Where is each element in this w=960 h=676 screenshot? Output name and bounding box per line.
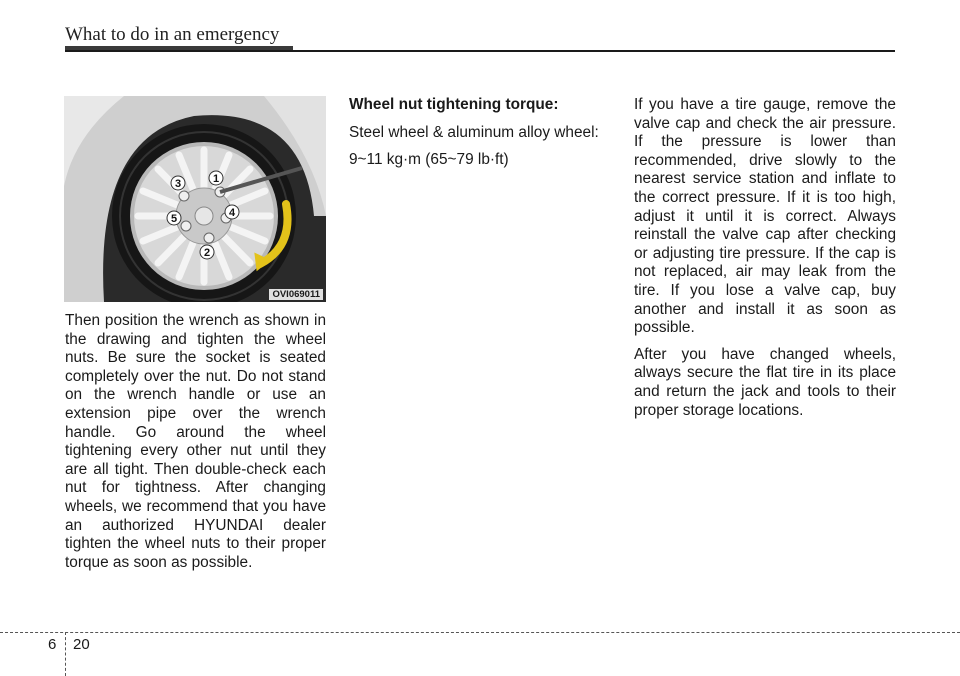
nut-number-4: 4: [228, 207, 236, 219]
footer-rule: [0, 632, 960, 633]
header-rule: [65, 50, 895, 52]
footer-divider: [65, 632, 66, 676]
page-number: 20: [73, 636, 90, 653]
wheel-illustration-svg: [64, 96, 326, 302]
nut-number-5: 5: [170, 213, 178, 225]
figure-code: OVI069011: [269, 289, 323, 300]
wheel-type-line: Steel wheel & aluminum alloy wheel:: [349, 123, 599, 141]
nut-number-1: 1: [212, 173, 220, 185]
column-2: [349, 96, 619, 179]
tightening-instructions: Then position the wrench as shown in the drawing and tighten the wheel nuts. Be sure the socket is seated completely over the nut. Do not stand on the wrench handle or use an extension pipe over the wrench handle. Go around the wheel tightening every other nut until they are all tight. Then double-check each nut for tightness. After changing wheels, we recommend that you have an authorized HYUNDAI dealer tighten the wheel nuts to their proper torque as soon as possible.: [65, 312, 326, 571]
lug-nut-5: [181, 221, 191, 231]
column-1: [65, 312, 326, 580]
lug-nut-2: [204, 233, 214, 243]
torque-value-line: 9~11 kg·m (65~79 lb·ft): [349, 151, 509, 169]
hub-cap: [195, 207, 213, 225]
tire-pressure-paragraph: If you have a tire gauge, remove the valve cap and check the air pressure. If the pressure is lower than recommended, drive slowly to the nearest service station and inflate to the correct pressure. If it is too high, adjust it until it is correct. Always reinstall the valve cap after checking or adjusting tire pressure. If the cap is not replaced, air may leak from the tire. If you lose a valve cap, buy another and install it as soon as possible.: [634, 96, 896, 337]
chapter-number: 6: [48, 636, 57, 653]
torque-heading: Wheel nut tightening torque:: [349, 96, 559, 113]
storage-paragraph: After you have changed wheels, always secure the flat tire in its place and return the jack and tools to their proper storage locations.: [634, 345, 896, 419]
nut-number-2: 2: [203, 247, 211, 259]
wheel-nut-illustration: [64, 96, 326, 302]
lug-nut-3: [179, 191, 189, 201]
nut-number-3: 3: [174, 178, 182, 190]
page-header-title: What to do in an emergency: [65, 24, 280, 45]
column-3: [634, 96, 896, 428]
